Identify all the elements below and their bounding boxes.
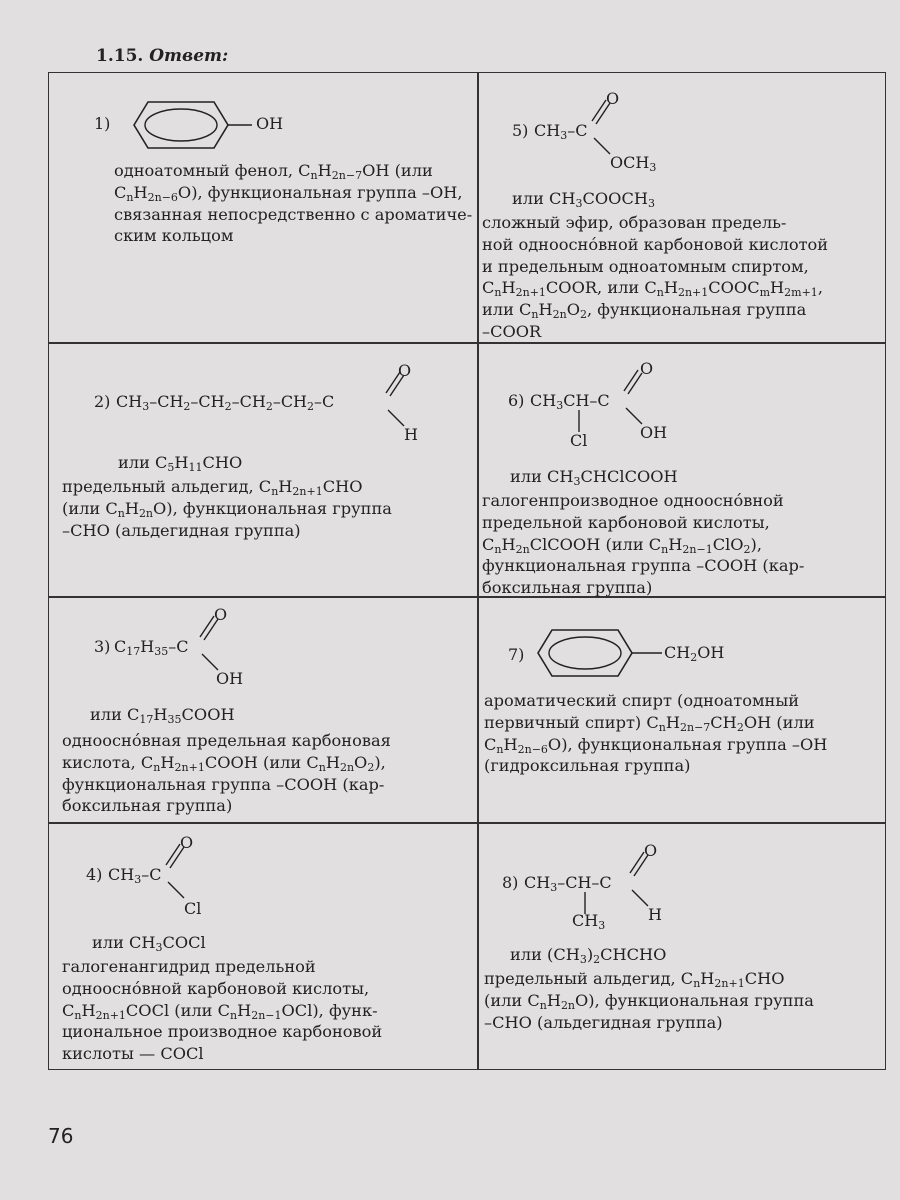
structural-formula-chain: $CH_3CH-C$ xyxy=(530,391,610,412)
description-line: предельный альдегид, $C_nH_{2n+1}CHO$ xyxy=(62,477,363,498)
description-line: боксильная группа) xyxy=(482,578,653,598)
description-line: $C_nH_{2n-6}O$), функциональная группа –OH, xyxy=(114,182,463,204)
cell-description xyxy=(482,490,804,599)
hydroxyl-group: OH xyxy=(216,669,244,688)
cell-description xyxy=(484,968,814,1033)
hydrogen-atom: H xyxy=(404,425,418,444)
description-line: функциональная группа –COOH (кар- xyxy=(482,556,805,576)
alternative-formula: или $C_5H_{11}CHO$ xyxy=(118,453,243,474)
hydrogen-atom: H xyxy=(648,905,662,924)
description-line: одноосно́вной карбоновой кислоты, xyxy=(62,978,370,998)
description-line: первичный спирт) $C_nH_{2n-7}CH_2OH$ (или xyxy=(484,712,815,734)
cell-number: 8) xyxy=(502,873,519,892)
structural-formula-chain: $CH_3-C$ xyxy=(534,121,588,142)
description-line: предельной карбоновой кислоты, xyxy=(482,512,770,532)
answer-heading xyxy=(96,46,228,66)
description-line: ной одноосно́вной карбоновой кислотой xyxy=(482,234,829,254)
description-line: $C_nH_{2n-6}O$), функциональная группа –OH xyxy=(484,734,828,756)
alternative-formula: или $CH_3COCl$ xyxy=(92,933,206,954)
description-line: функциональная группа –COOH (кар- xyxy=(62,774,385,794)
description-line: боксильная группа) xyxy=(62,796,233,816)
description-line: (или $C_nH_{2n}O$), функциональная группа xyxy=(62,498,392,520)
cell-number: 5) xyxy=(512,121,529,140)
methyl-branch: $CH_3$ xyxy=(572,911,606,932)
benzene-ring-structure xyxy=(126,98,236,154)
cell-description xyxy=(62,730,391,817)
structural-formula-chain: $CH_3-C$ xyxy=(108,865,162,886)
structural-formula-chain: $CH_3-CH-C$ xyxy=(524,873,612,894)
bond-line xyxy=(228,120,258,130)
description-line: –CHO (альдегидная группа) xyxy=(484,1012,723,1032)
hydroxyl-group: OH xyxy=(256,114,284,133)
cell-description xyxy=(114,160,472,247)
description-line: ароматический спирт (одноатомный xyxy=(484,691,800,710)
cell-description xyxy=(482,212,828,343)
description-line: одноатомный фенол, $C_nH_{2n-7}OH$ (или xyxy=(114,161,433,182)
table-row-divider xyxy=(48,822,886,824)
chlorine-atom: Cl xyxy=(184,899,202,918)
description-line: –COOR xyxy=(482,321,542,341)
answer-number: 1.15. xyxy=(96,46,144,66)
description-line: или $C_nH_{2n}O_2$, функциональная группа xyxy=(482,300,807,322)
cell-description xyxy=(62,476,392,541)
description-line: одноосно́вная предельная карбоновая xyxy=(62,731,391,750)
benzene-ring-structure xyxy=(530,626,640,682)
oxygen-atom: O xyxy=(214,605,228,624)
chlorine-atom: Cl xyxy=(570,431,588,450)
description-line: кислоты — COCl xyxy=(62,1044,204,1064)
description-line: –CHO (альдегидная группа) xyxy=(62,520,301,540)
description-line: (гидроксильная группа) xyxy=(484,756,691,776)
hydroxymethyl-group: $CH_2OH$ xyxy=(664,643,725,664)
cell-number: 2) xyxy=(94,392,111,411)
description-line: предельный альдегид, $C_nH_{2n+1}CHO$ xyxy=(484,969,785,990)
cell-number: 6) xyxy=(508,391,525,410)
description-line: галогенангидрид предельной xyxy=(62,957,316,976)
description-line: циональное производное карбоновой xyxy=(62,1022,383,1042)
oxygen-atom: O xyxy=(640,359,654,378)
alternative-formula: или $CH_3CHClCOOH$ xyxy=(510,467,678,488)
cell-number: 4) xyxy=(86,865,103,884)
description-line: $C_nH_{2n+1}COCl$ (или $C_nH_{2n-1}OCl$), функ- xyxy=(62,1000,378,1022)
cell-number: 3) xyxy=(94,637,111,656)
description-line: и предельным одноатомным спиртом, xyxy=(482,256,809,276)
structural-formula-chain: $C_{17}H_{35}-C$ xyxy=(114,637,189,658)
oxygen-atom: O xyxy=(180,833,194,852)
description-line: $C_nH_{2n+1}COOR$, или $C_nH_{2n+1}COOC_mH_{2m+1}$, xyxy=(482,278,823,300)
cell-description xyxy=(62,956,382,1065)
table-column-divider xyxy=(477,72,479,1070)
alternative-formula: или $C_{17}H_{35}COOH$ xyxy=(90,705,235,726)
hydroxyl-group: OH xyxy=(640,423,668,442)
description-line: (или $C_nH_{2n}O$), функциональная группа xyxy=(484,990,814,1012)
cell-number: 7) xyxy=(508,645,525,664)
oxygen-atom: O xyxy=(606,89,620,108)
description-line: сложный эфир, образован предель- xyxy=(482,213,787,232)
oxygen-atom: O xyxy=(398,361,412,380)
description-line: ским кольцом xyxy=(114,226,234,246)
alternative-formula: или $(CH_3)_2CHCHO$ xyxy=(510,945,667,966)
cell-description xyxy=(484,690,827,777)
description-line: галогенпроизводное одноосно́вной xyxy=(482,491,784,510)
alternative-formula: или $CH_3COOCH_3$ xyxy=(512,189,655,210)
answer-label: Ответ: xyxy=(149,46,229,66)
description-line: $C_nH_{2n}ClCOOH$ (или $C_nH_{2n-1}ClO_2$), xyxy=(482,534,763,556)
cell-number: 1) xyxy=(94,114,111,133)
oxygen-atom: O xyxy=(644,841,658,860)
bond-line xyxy=(632,648,666,658)
page-number: 76 xyxy=(48,1124,74,1148)
methoxy-group: $OCH_3$ xyxy=(610,153,657,174)
description-line: связанная непосредственно с ароматиче- xyxy=(114,204,473,224)
structural-formula-chain: $CH_3-CH_2-CH_2-CH_2-CH_2-C$ xyxy=(116,392,335,413)
description-line: кислота, $C_nH_{2n+1}COOH$ (или $C_nH_{2n}O_2$), xyxy=(62,752,386,774)
